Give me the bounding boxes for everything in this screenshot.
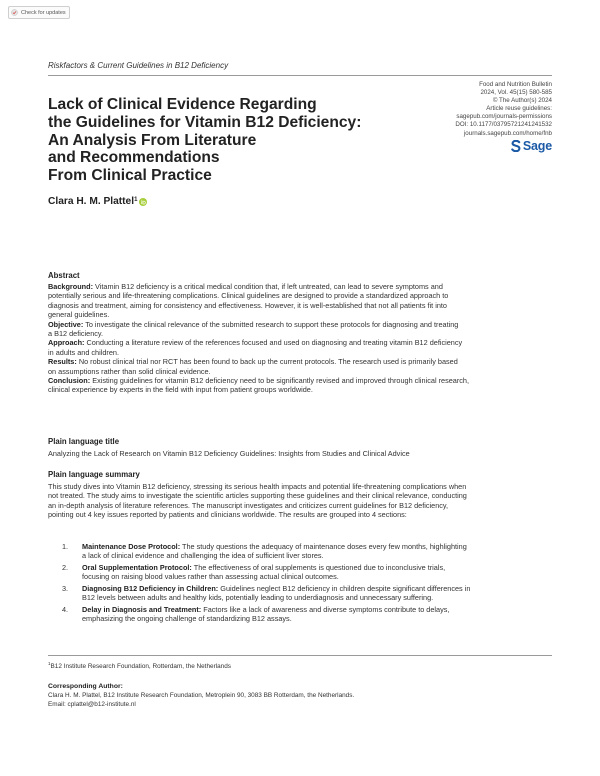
summary-line: not treated. The study aims to investigate the scientific articles supporting these guidelines and their clinical relevance, conducting xyxy=(48,491,467,501)
title-line: and Recommendations xyxy=(48,149,220,167)
summary-line: an in-depth analysis of literature references. The manuscript investigates and criticizes current guidelines for B12 deficiency, xyxy=(48,500,449,510)
list-item-line: emphasizing the ongoing challenge of standardizing B12 assays. xyxy=(82,614,292,624)
plain-language-summary-heading: Plain language summary xyxy=(48,470,140,479)
list-item xyxy=(62,605,553,624)
list-item-line: Guidelines neglect B12 deficiency in children despite significant differences in xyxy=(220,584,471,593)
abstract-line: To investigate the clinical relevance of the submitted research to support these protocols for diagnosing and treating xyxy=(85,319,459,329)
plain-language-title-heading: Plain language title xyxy=(48,437,120,446)
abstract-line: in adults and children. xyxy=(48,347,119,357)
abstract-line: clinical experience by experts in the field with input from patient groups worldwide. xyxy=(48,385,313,395)
header-divider xyxy=(48,75,552,76)
summary-line: pointing out 4 key issues reported by patients and clinicians worldwide. The results are grouped into 4 sections: xyxy=(48,510,407,520)
corresponding-author-address: Clara H. M. Plattel, B12 Institute Research Foundation, Metroplein 90, 3083 BB Rotterdam, the Netherlands. xyxy=(48,692,355,699)
title-line: Lack of Clinical Evidence Regarding xyxy=(48,96,317,113)
check-for-updates-label: Check for updates xyxy=(21,9,66,16)
list-item xyxy=(62,584,553,603)
list-item xyxy=(62,563,553,582)
conclusion-label: Conclusion: xyxy=(48,376,91,386)
abstract-heading: Abstract xyxy=(48,271,80,280)
abstract-line: No robust clinical trial nor RCT has been found to back up the current protocols. The research used is primarily based xyxy=(78,357,458,367)
author-line xyxy=(48,196,147,207)
list-item-label: Maintenance Dose Protocol: xyxy=(82,542,181,551)
summary-list xyxy=(62,542,553,626)
journal-citation: 2024, Vol. 45(15) 580-585 xyxy=(480,89,552,97)
list-item-label: Oral Supplementation Protocol: xyxy=(82,563,192,572)
doi[interactable]: DOI: 10.1177/03795721241241532 xyxy=(455,121,552,129)
article-title xyxy=(48,96,428,185)
abstract-line: Vitamin B12 deficiency is a critical medical condition that, if left untreated, can lead to severe symptoms and xyxy=(95,282,443,291)
abstract-results xyxy=(48,357,553,376)
affiliation-footnote xyxy=(48,661,231,670)
abstract-line: Existing guidelines for vitamin B12 deficiency need to be significantly revised and improved through clinical research, xyxy=(92,376,470,386)
abstract-conclusion xyxy=(48,376,553,395)
list-item-line: Factors like a lack of awareness and diverse symptoms contribute to delays, xyxy=(203,605,450,614)
plain-language-summary-body xyxy=(48,482,553,520)
abstract-background xyxy=(48,282,553,320)
list-item-label: Delay in Diagnosis and Treatment: xyxy=(82,605,202,614)
approach-label: Approach: xyxy=(48,338,85,348)
abstract-line: Conducting a literature review of the references focused and used on diagnosing and treating vitamin B12 deficiency xyxy=(86,338,463,348)
abstract-line: a B12 deficiency. xyxy=(48,329,104,339)
author-affiliation-sup: 1 xyxy=(134,197,138,203)
journal-name: Food and Nutrition Bulletin xyxy=(479,81,552,88)
summary-line: This study dives into Vitamin B12 deficiency, stressing its serious health impacts and potential life-threatening complications when xyxy=(48,482,467,491)
list-item-line: The study questions the adequacy of maintenance doses every few months, highlighting xyxy=(182,542,467,551)
list-number: 1. xyxy=(62,542,69,551)
sage-s-icon xyxy=(511,140,521,152)
publisher-logo[interactable] xyxy=(511,139,552,153)
check-updates-icon xyxy=(11,9,18,16)
abstract-line: diagnosis and treatment, aiming for consistency and effectiveness. However, it is well-established that not all patients fit into xyxy=(48,300,447,310)
orcid-icon[interactable] xyxy=(139,198,147,206)
journal-info xyxy=(455,81,552,138)
list-number: 2. xyxy=(62,563,69,572)
reuse-guidelines: Article reuse guidelines: xyxy=(486,105,552,113)
abstract-approach xyxy=(48,338,553,357)
footnote-sup: 1 xyxy=(48,661,51,666)
abstract-line: on assumptions rather than solid clinical evidence. xyxy=(48,366,211,376)
running-head: Riskfactors & Current Guidelines in B12 Deficiency xyxy=(48,61,229,70)
title-line: An Analysis From Literature xyxy=(48,131,257,149)
publisher-name: Sage xyxy=(522,139,552,153)
title-line: From Clinical Practice xyxy=(48,167,212,185)
list-item xyxy=(62,542,553,561)
reuse-link[interactable]: sagepub.com/journals-permissions xyxy=(456,113,552,121)
results-label: Results: xyxy=(48,357,77,367)
footnote-divider xyxy=(48,655,552,656)
footnote-text: B12 Institute Research Foundation, Rotterdam, the Netherlands xyxy=(50,663,231,671)
plain-language-title-text: Analyzing the Lack of Research on Vitamin B12 Deficiency Guidelines: Insights from Studies and Clinical Advice xyxy=(48,449,410,458)
list-item-line: The effectiveness of oral supplements is questioned due to inconclusive trials, xyxy=(193,563,446,572)
corresponding-author-email[interactable]: Email: cplattel@b12-institute.nl xyxy=(48,701,136,708)
list-number: 3. xyxy=(62,584,69,593)
copyright: © The Author(s) 2024 xyxy=(492,97,552,105)
abstract-line: general guidelines. xyxy=(48,310,110,320)
abstract-objective xyxy=(48,320,553,339)
abstract-body xyxy=(48,282,553,395)
list-item-line: a lack of clinical evidence and challenging the idea of sufficient liver stores. xyxy=(82,551,324,561)
corresponding-author-heading: Corresponding Author: xyxy=(48,683,123,690)
check-for-updates-badge[interactable] xyxy=(8,6,70,19)
author-name: Clara H. M. Plattel xyxy=(48,196,135,207)
title-line: the Guidelines for Vitamin B12 Deficiency: xyxy=(48,113,362,131)
list-item-label: Diagnosing B12 Deficiency in Children: xyxy=(82,584,219,593)
abstract-line: potentially serious and life-threatening complications. Clinical guidelines are designed to provide a standardized approach to xyxy=(48,291,449,301)
journal-home-link[interactable]: journals.sagepub.com/home/fnb xyxy=(463,129,552,137)
list-item-line: B12 levels between adults and healthy kids, potentially leading to underdiagnosis and unnecessary suffering. xyxy=(82,593,434,603)
list-number: 4. xyxy=(62,605,69,614)
list-item-line: focusing on raising blood values rather than assessing actual clinical outcomes. xyxy=(82,572,339,582)
objective-label: Objective: xyxy=(48,319,84,329)
background-label: Background: xyxy=(48,282,93,291)
